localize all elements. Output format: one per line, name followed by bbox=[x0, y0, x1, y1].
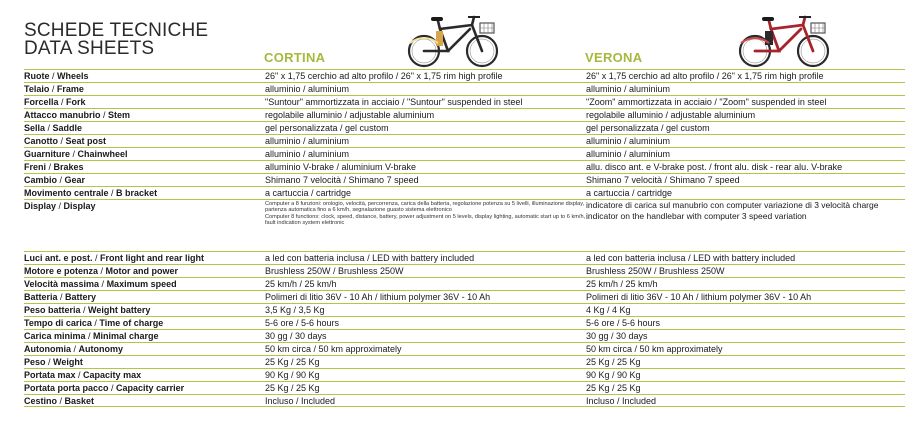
row-label: Movimento centrale / B bracket bbox=[24, 188, 158, 198]
row-label: Freni / Brakes bbox=[24, 162, 84, 172]
table-row bbox=[24, 355, 905, 368]
row-label: Canotto / Seat post bbox=[24, 136, 107, 146]
row-label: Autonomia / Autonomy bbox=[24, 344, 124, 354]
verona-value: regolabile alluminio / adjustable aluminium bbox=[586, 110, 756, 120]
table-row bbox=[24, 173, 905, 186]
table-row bbox=[24, 277, 905, 290]
table-row bbox=[24, 147, 905, 160]
verona-value: alluminio / aluminium bbox=[586, 149, 671, 159]
verona-value: gel personalizzata / gel custom bbox=[586, 123, 710, 133]
verona-value: 50 km circa / 50 km approximately bbox=[586, 344, 723, 354]
cortina-value: 5-6 ore / 5-6 hours bbox=[265, 318, 340, 328]
cortina-value: alluminio V-brake / aluminium V-brake bbox=[265, 162, 417, 172]
title-english: DATA SHEETS bbox=[24, 38, 155, 59]
cortina-value: Shimano 7 velocità / Shimano 7 speed bbox=[265, 175, 419, 185]
row-label: Cestino / Basket bbox=[24, 396, 95, 406]
bicycle-verona-image bbox=[735, 11, 835, 69]
table-row bbox=[24, 160, 905, 173]
verona-value: Incluso / Included bbox=[586, 396, 657, 406]
verona-value: 25 Kg / 25 Kg bbox=[586, 383, 641, 393]
cortina-value: alluminio / aluminium bbox=[265, 149, 350, 159]
row-label: Ruote / Wheels bbox=[24, 71, 89, 81]
display-desc-english: Computer 8 functions: clock, speed, distance, battery, power adjustment on 5 levels, display lighting, automatic start up to 6 km/h, fault indication system elettronic bbox=[265, 213, 586, 227]
row-label: Display / Display bbox=[24, 201, 96, 211]
table-row bbox=[24, 368, 905, 381]
table-row bbox=[24, 186, 905, 199]
table-row bbox=[24, 342, 905, 355]
verona-value: Shimano 7 velocità / Shimano 7 speed bbox=[586, 175, 740, 185]
verona-value: 5-6 ore / 5-6 hours bbox=[586, 318, 661, 328]
table-row bbox=[24, 134, 905, 147]
verona-value: "Zoom" ammortizzata in acciaio / "Zoom" suspended in steel bbox=[586, 97, 827, 107]
row-label: Portata porta pacco / Capacity carrier bbox=[24, 383, 185, 393]
table-row-display bbox=[24, 199, 905, 251]
verona-value: 25 km/h / 25 km/h bbox=[586, 279, 658, 289]
cortina-value: a led con batteria inclusa / LED with battery included bbox=[265, 253, 475, 263]
row-label: Sella / Saddle bbox=[24, 123, 83, 133]
row-label: Luci ant. e post. / Front light and rear light bbox=[24, 253, 205, 263]
row-label: Forcella / Fork bbox=[24, 97, 86, 107]
title-italian: SCHEDE TECNICHE bbox=[24, 20, 209, 41]
verona-value: 90 Kg / 90 Kg bbox=[586, 370, 641, 380]
cortina-value bbox=[265, 200, 595, 227]
row-label: Guarniture / Chainwheel bbox=[24, 149, 128, 159]
cortina-value: "Suntour" ammortizzata in acciaio / "Suntour" suspended in steel bbox=[265, 97, 523, 107]
verona-value: 25 Kg / 25 Kg bbox=[586, 357, 641, 367]
cortina-value: Brushless 250W / Brushless 250W bbox=[265, 266, 404, 276]
cortina-value: gel personalizzata / gel custom bbox=[265, 123, 389, 133]
row-label: Carica minima / Minimal charge bbox=[24, 331, 159, 341]
row-label: Motore e potenza / Motor and power bbox=[24, 266, 179, 276]
cortina-value: regolabile alluminio / adjustable aluminium bbox=[265, 110, 435, 120]
row-label: Peso batteria / Weight battery bbox=[24, 305, 151, 315]
table-row bbox=[24, 329, 905, 342]
row-label: Telaio / Frame bbox=[24, 84, 84, 94]
cortina-value: alluminio / aluminium bbox=[265, 136, 350, 146]
row-label: Attacco manubrio / Stem bbox=[24, 110, 131, 120]
cortina-value: 25 Kg / 25 Kg bbox=[265, 357, 320, 367]
verona-value: 30 gg / 30 days bbox=[586, 331, 648, 341]
verona-value: 26" x 1,75 cerchio ad alto profilo / 26" x 1,75 rim high profile bbox=[586, 71, 824, 81]
model-name-cortina: CORTINA bbox=[264, 50, 326, 65]
cortina-value: 90 Kg / 90 Kg bbox=[265, 370, 320, 380]
row-label: Peso / Weight bbox=[24, 357, 83, 367]
row-label: Cambio / Gear bbox=[24, 175, 86, 185]
verona-value: a cartuccia / cartridge bbox=[586, 188, 673, 198]
cortina-value: 50 km circa / 50 km approximately bbox=[265, 344, 402, 354]
cortina-value: 30 gg / 30 days bbox=[265, 331, 327, 341]
bicycle-cortina-image bbox=[404, 11, 504, 69]
battery-shape bbox=[436, 31, 443, 46]
table-row bbox=[24, 82, 905, 95]
verona-value: 4 Kg / 4 Kg bbox=[586, 305, 631, 315]
table-row bbox=[24, 251, 905, 264]
cortina-value: 3,5 Kg / 3,5 Kg bbox=[265, 305, 325, 315]
cortina-value: 26" x 1,75 cerchio ad alto profilo / 26" x 1,75 rim high profile bbox=[265, 71, 503, 81]
verona-value: a led con batteria inclusa / LED with battery included bbox=[586, 253, 796, 263]
row-label: Velocità massima / Maximum speed bbox=[24, 279, 177, 289]
verona-value: allu. disco ant. e V-brake post. / front alu. disk - rear alu. V-brake bbox=[586, 162, 843, 172]
cortina-value: Incluso / Included bbox=[265, 396, 336, 406]
table-row bbox=[24, 108, 905, 121]
verona-value: indicatore di carica sul manubrio con computer variazione di 3 velocità charge indicator on the handlebar with computer 3 speed variation bbox=[586, 200, 879, 221]
cortina-value: 25 km/h / 25 km/h bbox=[265, 279, 337, 289]
cortina-value: 25 Kg / 25 Kg bbox=[265, 383, 320, 393]
table-row bbox=[24, 121, 905, 134]
cortina-value: Polimeri di litio 36V - 10 Ah / lithium polymer 36V - 10 Ah bbox=[265, 292, 491, 302]
table-row bbox=[24, 381, 905, 394]
model-name-verona: VERONA bbox=[585, 50, 643, 65]
table-row bbox=[24, 316, 905, 329]
table-row bbox=[24, 290, 905, 303]
row-label: Batteria / Battery bbox=[24, 292, 97, 302]
table-row bbox=[24, 394, 905, 407]
verona-value: alluminio / aluminium bbox=[586, 84, 671, 94]
display-desc-italian: Computer a 8 funzioni: orologio, velocità, percorrenza, carica della batteria, regolazione potenza su 5 livelli, illuminazione display, partenza automatica fino a 6 km/h, segnalazione guasto sistema elettronico bbox=[265, 201, 585, 214]
table-row bbox=[24, 69, 905, 82]
verona-value: Polimeri di litio 36V - 10 Ah / lithium polymer 36V - 10 Ah bbox=[586, 292, 812, 302]
table-row bbox=[24, 303, 905, 316]
table-row bbox=[24, 264, 905, 277]
row-label: Portata max / Capacity max bbox=[24, 370, 142, 380]
cortina-value: alluminio / aluminium bbox=[265, 84, 350, 94]
verona-value: Brushless 250W / Brushless 250W bbox=[586, 266, 725, 276]
row-label: Tempo di carica / Time of charge bbox=[24, 318, 164, 328]
saddle-shape bbox=[431, 17, 443, 21]
verona-value: alluminio / aluminium bbox=[586, 136, 671, 146]
table-row bbox=[24, 95, 905, 108]
cortina-value: a cartuccia / cartridge bbox=[265, 188, 352, 198]
spec-table bbox=[24, 69, 905, 407]
